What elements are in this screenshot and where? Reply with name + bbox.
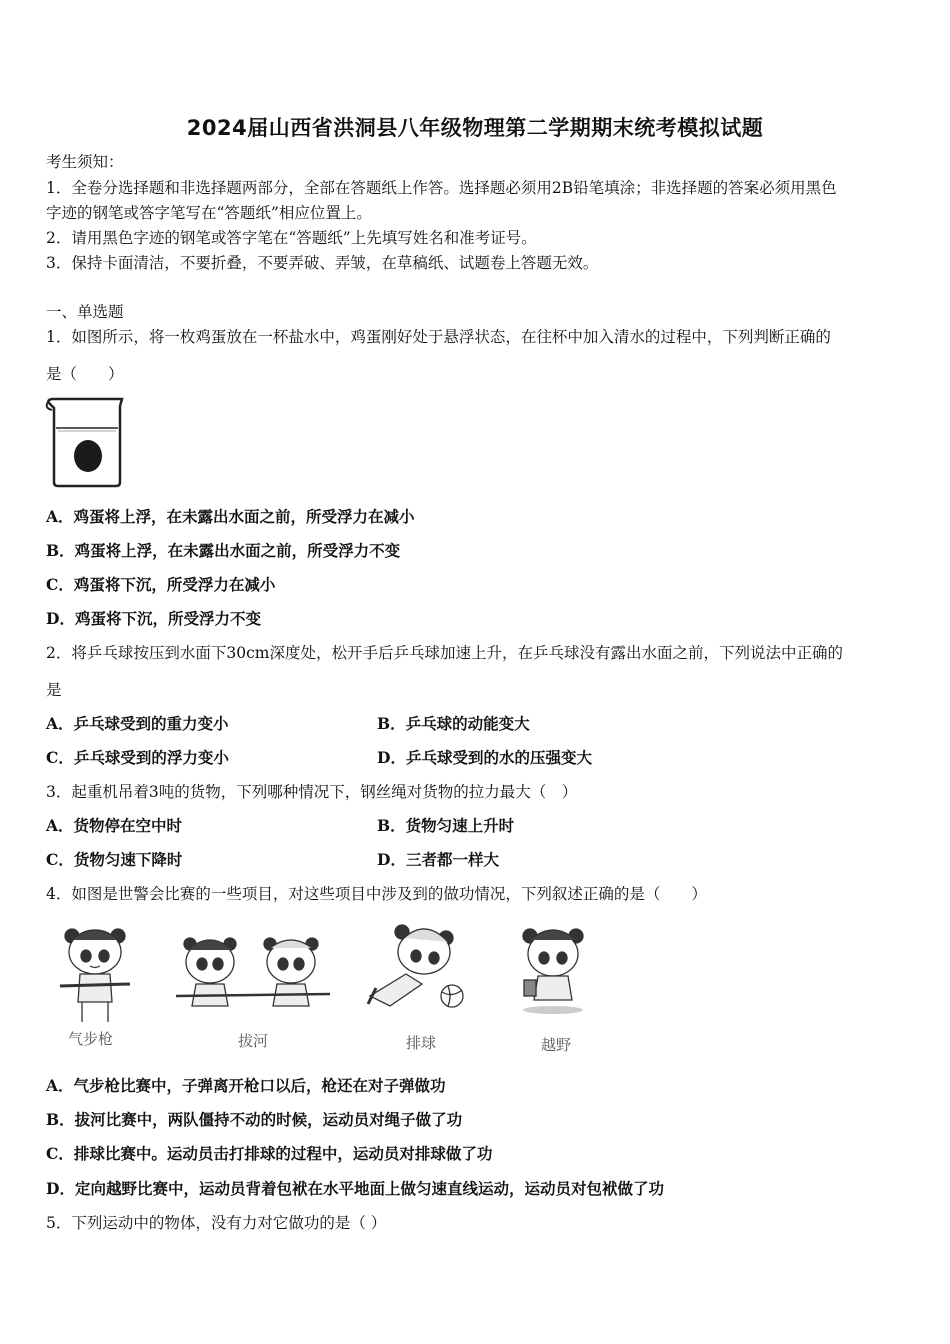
q3-stem: 3．起重机吊着3吨的货物，下列哪种情况下，钢丝绳对货物的拉力最大（ ） [46, 783, 578, 801]
section-heading: 一、单选题 [46, 303, 124, 321]
q3-option-d: D．三者都一样大 [377, 850, 499, 869]
q4-option-a: A．气步枪比赛中，子弹离开枪口以后，枪还在对子弹做功 [46, 1076, 446, 1095]
q2-option-d: D．乒乓球受到的水的压强变大 [377, 748, 592, 767]
q1-option-c: C．鸡蛋将下沉，所受浮力在减小 [46, 575, 276, 594]
mascot-orienteering [523, 929, 583, 1014]
notice-line-2: 2．请用黑色字迹的钢笔或答字笔在“答题纸”上先填写姓名和准考证号。 [46, 229, 537, 247]
egg-shape [74, 440, 102, 472]
q1-option-b: B．鸡蛋将上浮，在未露出水面之前，所受浮力不变 [46, 541, 401, 560]
sports-mascots-figure [50, 918, 610, 1058]
q4-option-b: B．拔河比赛中，两队僵持不动的时候，运动员对绳子做了功 [46, 1110, 463, 1129]
q1-option-a: A．鸡蛋将上浮，在未露出水面之前，所受浮力在减小 [46, 507, 415, 526]
mascot-volleyball [368, 925, 463, 1007]
q2-option-b: B．乒乓球的动能变大 [377, 714, 530, 733]
q4-option-c: C．排球比赛中。运动员击打排球的过程中，运动员对排球做了功 [46, 1144, 493, 1163]
mascot-air-rifle [60, 929, 130, 1022]
q3-option-a: A．货物停在空中时 [46, 816, 183, 835]
mascot-tug-of-war [176, 938, 330, 1006]
q2-option-a: A．乒乓球受到的重力变小 [46, 714, 229, 733]
caption-volleyball: 排球 [406, 1034, 437, 1052]
q1-stem: 1．如图所示，将一枚鸡蛋放在一杯盐水中，鸡蛋刚好处于悬浮状态，在往杯中加入清水的过程中，下列判断正确的 [46, 328, 831, 346]
notice-line-3: 3．保持卡面清洁，不要折叠，不要弄破、弄皱，在草稿纸、试题卷上答题无效。 [46, 254, 599, 272]
q3-option-c: C．货物匀速下降时 [46, 850, 183, 869]
caption-tug-of-war: 拔河 [238, 1032, 269, 1050]
q4-option-d: D．定向越野比赛中，运动员背着包袱在水平地面上做匀速直线运动，运动员对包袱做了功 [46, 1179, 664, 1198]
notice-heading: 考生须知： [46, 153, 124, 171]
caption-orienteering: 越野 [541, 1036, 572, 1054]
q1-stem-cont: 是（ ） [46, 365, 124, 383]
notice-line-1a: 1．全卷分选择题和非选择题两部分，全部在答题纸上作答。选择题必须用2B铅笔填涂；非选择题的答案必须用黑色 [46, 179, 837, 197]
q3-option-b: B．货物匀速上升时 [377, 816, 515, 835]
q2-stem-cont: 是 [46, 681, 62, 699]
caption-air-rifle: 气步枪 [68, 1030, 114, 1048]
notice-line-1b: 字迹的钢笔或答字笔写在“答题纸”相应位置上。 [46, 204, 372, 222]
beaker-egg-figure [44, 394, 130, 490]
q5-stem: 5．下列运动中的物体，没有力对它做功的是（ ） [46, 1214, 387, 1232]
page-title: 2024届山西省洪洞县八年级物理第二学期期末统考模拟试题 [186, 116, 764, 140]
q1-option-d: D．鸡蛋将下沉，所受浮力不变 [46, 609, 261, 628]
q4-stem: 4．如图是世警会比赛的一些项目，对这些项目中涉及到的做功情况，下列叙述正确的是（ ） [46, 885, 707, 903]
q2-option-c: C．乒乓球受到的浮力变小 [46, 748, 229, 767]
q2-stem: 2．将乒乓球按压到水面下30cm深度处，松开手后乒乓球加速上升，在乒乓球没有露出水面之前，下列说法中正确的 [46, 644, 843, 662]
